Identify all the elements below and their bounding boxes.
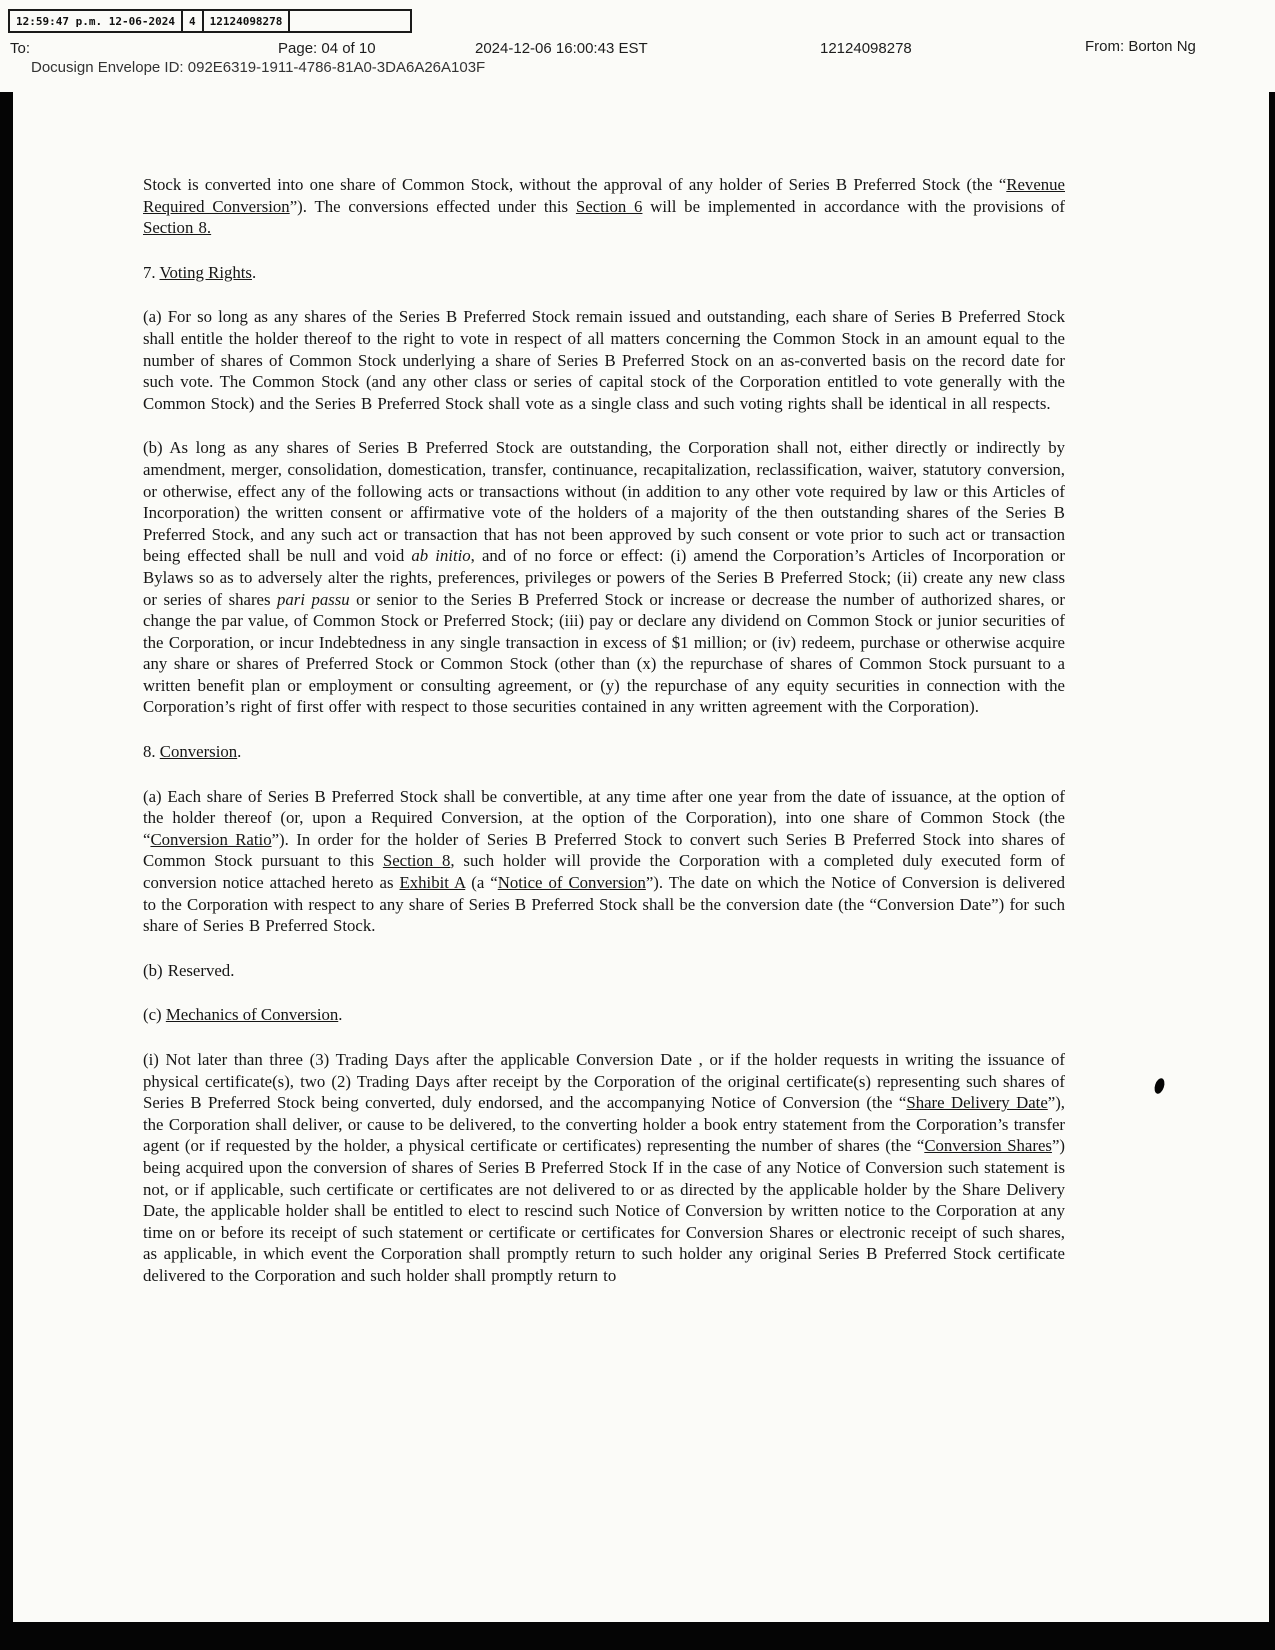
fax-datetime: 2024-12-06 16:00:43 EST xyxy=(475,40,648,57)
fax-number: 12124098278 xyxy=(820,40,912,57)
scan-artifact-right-edge xyxy=(1269,92,1275,1622)
heading-mechanics-of-conversion: (c) Mechanics of Conversion. xyxy=(143,1005,343,1025)
paragraph-voting-rights-a: (a) For so long as any shares of the Series B Preferred Stock remain issued and outstanding, each share of Series B Preferred Stock shall entitle the holder thereof to the right to vote in respect of all matters concerning the Common Stock in an amount equal to the number of shares of Common Stock underlying a share of Series B Preferred Stock on an as-converted basis on the record date for such vote. The Common Stock (and any other class or series of capital stock of the Corporation entitled to vote generally with the Common Stock) and the Series B Preferred Stock shall vote as a single class and such voting rights shall be identical in all respects. xyxy=(143,307,1065,413)
fax-stamp-page-count: 4 xyxy=(181,11,202,31)
heading-voting-rights: 7. Voting Rights. xyxy=(143,262,257,282)
fax-page-info: Page: 04 of 10 xyxy=(278,40,376,57)
paragraph-revenue-required-conversion: Stock is converted into one share of Common Stock, without the approval of any holder of Series B Preferred Stock (the “Revenue Required Conversion”). The conversions effected under this Section 6 will be implemented in accordance with the provisions of Section 8. xyxy=(143,175,1066,238)
fax-stamp-number: 12124098278 xyxy=(202,11,289,31)
fax-stamp-box xyxy=(8,9,412,33)
heading-conversion: 8. Conversion. xyxy=(143,742,242,762)
paragraph-voting-rights-b: (b) As long as any shares of Series B Preferred Stock are outstanding, the Corporation shall not, either directly or indirectly by amendment, merger, consolidation, domestication, transfer, continuance, recapitalization, reclassification, waiver, statutory conversion, or otherwise, effect any of the following acts or transactions without (in addition to any other vote required by law or this Articles of Incorporation) the written consent or affirmative vote of the holders of a majority of the then outstanding shares of the Series B Preferred Stock, and any such act or transaction that has not been approved by such consent or vote prior to such act or transaction being effected shall be null and void ab initio, and of no force or effect: (i) amend the Corporation’s Articles of Incorporation or Bylaws so as to adversely alter the rights, preferences, privileges or powers of the Series B Preferred Stock; (ii) create any new class or series of shares pari passu or senior to the Series B Preferred Stock or increase or decrease the number of authorized shares, or change the par value, of Common Stock or Preferred Stock; (iii) pay or declare any dividend on Common Stock or junior securities of the Corporation, or incur Indebtedness in any single transaction in excess of $1 million; or (iv) redeem, purchase or otherwise acquire any share or shares of Preferred Stock or Common Stock (other than (x) the repurchase of shares of Common Stock pursuant to a written benefit plan or employment or consulting agreement, or (y) the repurchase of any equity securities in connection with the Corporation’s right of first offer with respect to those securities contained in any written agreement with the Corporation). xyxy=(143,438,1065,717)
document-body xyxy=(143,174,1065,1310)
fax-to-label: To: xyxy=(10,40,31,57)
scan-artifact-left-edge xyxy=(0,92,13,1650)
fax-header-row xyxy=(0,38,1275,58)
paragraph-conversion-a: (a) Each share of Series B Preferred Stock shall be convertible, at any time after one year from the date of issuance, at the option of the holder thereof (or, upon a Required Conversion, at the option of the Corporation), into one share of Common Stock (the “Conversion Ratio”). In order for the holder of Series B Preferred Stock to convert such Series B Preferred Stock into shares of Common Stock pursuant to this Section 8, such holder will provide the Corporation with a completed duly executed form of conversion notice attached hereto as Exhibit A (a “Notice of Conversion”). The date on which the Notice of Conversion is delivered to the Corporation with respect to any share of Series B Preferred Stock shall be the conversion date (the “Conversion Date”) for such share of Series B Preferred Stock. xyxy=(143,786,1066,936)
fax-from: From: Borton Ng xyxy=(1085,38,1196,55)
scan-artifact-bottom-edge xyxy=(0,1622,1275,1650)
docusign-envelope-id: Docusign Envelope ID: 092E6319-1911-4786-81A0-3DA6A26A103F xyxy=(31,59,486,76)
fax-stamp-time: 12:59:47 p.m. 12-06-2024 xyxy=(16,14,175,28)
fax-stamp-spacer xyxy=(288,11,410,31)
paragraph-conversion-b-reserved: (b) Reserved. xyxy=(143,960,235,980)
paragraph-mechanics-i: (i) Not later than three (3) Trading Days after the applicable Conversion Date , or if the holder requests in writing the issuance of physical certificate(s), two (2) Trading Days after receipt by the Corporation of the original certificate(s) representing such shares of Series B Preferred Stock being converted, duly endorsed, and the accompanying Notice of Conversion (the “Share Delivery Date”), the Corporation shall deliver, or cause to be delivered, to the converting holder a book entry statement from the Corporation’s transfer agent (or if requested by the holder, a physical certificate or certificates) representing the number of shares (the “Conversion Shares”) being acquired upon the conversion of shares of Series B Preferred Stock If in the case of any Notice of Conversion such statement is not, or if applicable, such certificate or certificates are not delivered to or as directed by the applicable holder by the Share Delivery Date, the applicable holder shall be entitled to elect to rescind such Notice of Conversion by written notice to the Corporation at any time on or before its receipt of such statement or certificate or certificates for Conversion Shares or electronic receipt of such shares, as applicable, in which event the Corporation shall promptly return to such holder any original Series B Preferred Stock certificate delivered to the Corporation and such holder shall promptly return to xyxy=(143,1050,1065,1285)
scan-artifact-speck xyxy=(1153,1077,1167,1095)
